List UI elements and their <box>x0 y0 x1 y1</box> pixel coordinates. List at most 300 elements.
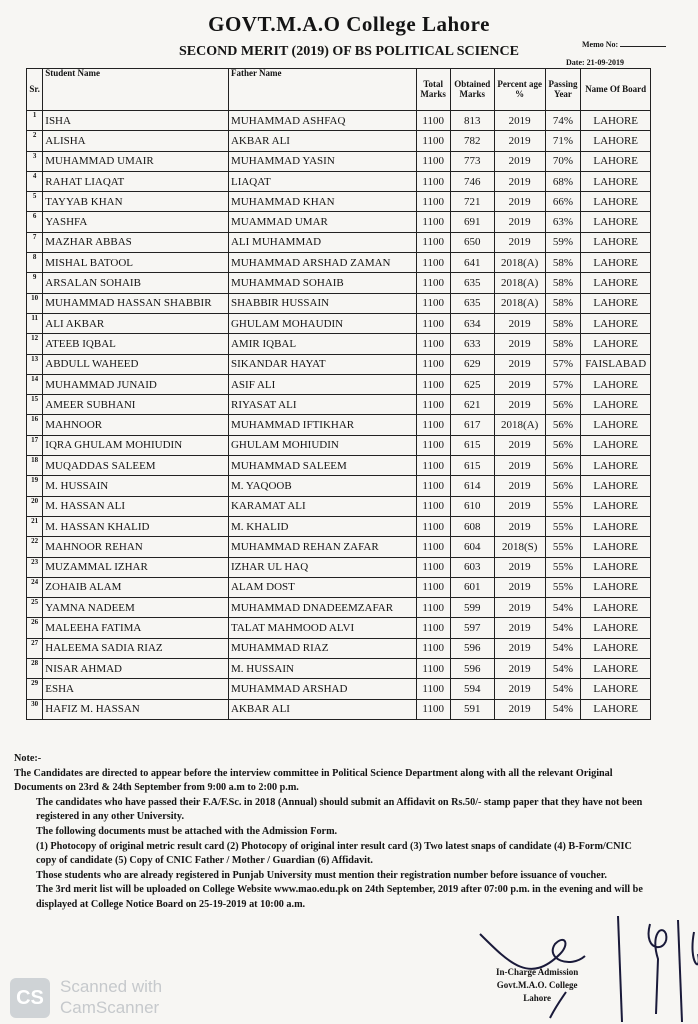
percentage: 55% <box>545 577 581 597</box>
student-name: MUHAMMAD HASSAN SHABBIR <box>43 293 229 313</box>
obtained-marks: 691 <box>450 212 494 232</box>
board-name: LAHORE <box>581 374 651 394</box>
table-row <box>27 293 651 313</box>
table-row <box>27 395 651 415</box>
row-sr: 9 <box>27 273 43 293</box>
total-marks: 1100 <box>416 435 450 455</box>
passing-year: 2019 <box>494 192 545 212</box>
total-marks: 1100 <box>416 253 450 273</box>
board-name: LAHORE <box>581 638 651 658</box>
passing-year: 2019 <box>494 334 545 354</box>
board-name: LAHORE <box>581 273 651 293</box>
father-name: MUHAMMAD YASIN <box>228 151 416 171</box>
board-name: LAHORE <box>581 699 651 719</box>
row-sr: 17 <box>27 435 43 455</box>
obtained-marks: 721 <box>450 192 494 212</box>
obtained-marks: 599 <box>450 598 494 618</box>
table-row <box>27 192 651 212</box>
board-name: LAHORE <box>581 151 651 171</box>
board-name: LAHORE <box>581 253 651 273</box>
table-header-row <box>27 69 651 111</box>
total-marks: 1100 <box>416 232 450 252</box>
obtained-marks: 650 <box>450 232 494 252</box>
board-name: LAHORE <box>581 192 651 212</box>
board-name: LAHORE <box>581 111 651 131</box>
board-name: LAHORE <box>581 131 651 151</box>
passing-year: 2019 <box>494 354 545 374</box>
passing-year: 2019 <box>494 679 545 699</box>
row-sr: 29 <box>27 679 43 699</box>
col-obtained-marks: Obtained Marks <box>450 69 494 111</box>
percentage: 58% <box>545 253 581 273</box>
student-name: MUHAMMAD JUNAID <box>43 374 229 394</box>
passing-year: 2019 <box>494 131 545 151</box>
obtained-marks: 610 <box>450 496 494 516</box>
row-sr: 3 <box>27 151 43 171</box>
student-name: ISHA <box>43 111 229 131</box>
student-name: MUHAMMAD UMAIR <box>43 151 229 171</box>
col-total-marks: Total Marks <box>416 69 450 111</box>
student-name: MUQADDAS SALEEM <box>43 456 229 476</box>
table-row <box>27 618 651 638</box>
camscanner-watermark <box>60 976 162 1018</box>
board-name: LAHORE <box>581 618 651 638</box>
total-marks: 1100 <box>416 577 450 597</box>
father-name: GHULAM MOHAUDIN <box>228 313 416 333</box>
father-name: MUHAMMAD ASHFAQ <box>228 111 416 131</box>
board-name: LAHORE <box>581 537 651 557</box>
percentage: 55% <box>545 537 581 557</box>
total-marks: 1100 <box>416 537 450 557</box>
father-name: MUHAMMAD IFTIKHAR <box>228 415 416 435</box>
total-marks: 1100 <box>416 374 450 394</box>
father-name: AKBAR ALI <box>228 131 416 151</box>
father-name: SHABBIR HUSSAIN <box>228 293 416 313</box>
row-sr: 8 <box>27 253 43 273</box>
col-board: Name Of Board <box>581 69 651 111</box>
father-name: MUHAMMAD RIAZ <box>228 638 416 658</box>
board-name: LAHORE <box>581 496 651 516</box>
obtained-marks: 596 <box>450 638 494 658</box>
student-name: ZOHAIB ALAM <box>43 577 229 597</box>
total-marks: 1100 <box>416 334 450 354</box>
student-name: HAFIZ M. HASSAN <box>43 699 229 719</box>
table-row <box>27 537 651 557</box>
page-subtitle: SECOND MERIT (2019) OF BS POLITICAL SCIENCE <box>179 44 519 59</box>
incharge-title: In-Charge Admission <box>496 967 579 977</box>
passing-year: 2019 <box>494 151 545 171</box>
student-name: ESHA <box>43 679 229 699</box>
father-name: ALAM DOST <box>228 577 416 597</box>
father-name: AMIR IQBAL <box>228 334 416 354</box>
father-name: GHULAM MOHIUDIN <box>228 435 416 455</box>
obtained-marks: 635 <box>450 273 494 293</box>
passing-year: 2019 <box>494 598 545 618</box>
percentage: 71% <box>545 131 581 151</box>
percentage: 66% <box>545 192 581 212</box>
table-row <box>27 151 651 171</box>
percentage: 70% <box>545 151 581 171</box>
percentage: 57% <box>545 354 581 374</box>
table-row <box>27 679 651 699</box>
father-name: M. KHALID <box>228 516 416 536</box>
total-marks: 1100 <box>416 151 450 171</box>
table-row <box>27 659 651 679</box>
scanner-line-1: Scanned with <box>60 977 163 996</box>
passing-year: 2018(A) <box>494 273 545 293</box>
obtained-marks: 614 <box>450 476 494 496</box>
percentage: 58% <box>545 273 581 293</box>
student-name: ALI AKBAR <box>43 313 229 333</box>
passing-year: 2019 <box>494 374 545 394</box>
obtained-marks: 604 <box>450 537 494 557</box>
total-marks: 1100 <box>416 476 450 496</box>
col-percentage: Percent age % <box>494 69 545 111</box>
passing-year: 2018(A) <box>494 293 545 313</box>
note-interview: The Candidates are directed to appear before the interview committee in Political Science Department along with all the relevant Original Documents on 23rd & 24th September from 9:00 a.m to 2:00 p.m. <box>14 767 613 794</box>
father-name: IZHAR UL HAQ <box>228 557 416 577</box>
col-student-name: Student Name <box>43 69 229 111</box>
student-name: ALISHA <box>43 131 229 151</box>
total-marks: 1100 <box>416 313 450 333</box>
row-sr: 24 <box>27 577 43 597</box>
row-sr: 11 <box>27 313 43 333</box>
obtained-marks: 621 <box>450 395 494 415</box>
row-sr: 27 <box>27 638 43 658</box>
passing-year: 2019 <box>494 659 545 679</box>
table-row <box>27 638 651 658</box>
note-third-merit: The 3rd merit list will be uploaded on College Website www.mao.edu.pk on 24th September, 2019 after 07:00 p.m. in the evening and will be displayed at College Notice Board on 25-19-2019 at 10:00 a.m. <box>36 884 643 910</box>
student-name: ARSALAN SOHAIB <box>43 273 229 293</box>
total-marks: 1100 <box>416 293 450 313</box>
father-name: ASIF ALI <box>228 374 416 394</box>
passing-year: 2019 <box>494 456 545 476</box>
board-name: LAHORE <box>581 334 651 354</box>
obtained-marks: 641 <box>450 253 494 273</box>
student-name: MISHAL BATOOL <box>43 253 229 273</box>
obtained-marks: 617 <box>450 415 494 435</box>
table-row <box>27 435 651 455</box>
obtained-marks: 629 <box>450 354 494 374</box>
row-sr: 20 <box>27 496 43 516</box>
board-name: LAHORE <box>581 415 651 435</box>
incharge-signature-block <box>496 966 578 1005</box>
obtained-marks: 615 <box>450 456 494 476</box>
merit-list-table <box>26 68 651 720</box>
father-name: LIAQAT <box>228 171 416 191</box>
board-name: LAHORE <box>581 293 651 313</box>
total-marks: 1100 <box>416 456 450 476</box>
passing-year: 2018(S) <box>494 537 545 557</box>
percentage: 54% <box>545 638 581 658</box>
board-name: FAISLABAD <box>581 354 651 374</box>
row-sr: 19 <box>27 476 43 496</box>
table-row <box>27 415 651 435</box>
father-name: ALI MUHAMMAD <box>228 232 416 252</box>
percentage: 56% <box>545 435 581 455</box>
board-name: LAHORE <box>581 212 651 232</box>
obtained-marks: 594 <box>450 679 494 699</box>
obtained-marks: 603 <box>450 557 494 577</box>
table-row <box>27 334 651 354</box>
passing-year: 2019 <box>494 313 545 333</box>
student-name: MAHNOOR REHAN <box>43 537 229 557</box>
father-name: M. YAQOOB <box>228 476 416 496</box>
col-father-name: Father Name <box>228 69 416 111</box>
percentage: 74% <box>545 111 581 131</box>
student-name: RAHAT LIAQAT <box>43 171 229 191</box>
percentage: 55% <box>545 516 581 536</box>
table-row <box>27 699 651 719</box>
percentage: 54% <box>545 659 581 679</box>
percentage: 55% <box>545 557 581 577</box>
total-marks: 1100 <box>416 395 450 415</box>
obtained-marks: 591 <box>450 699 494 719</box>
row-sr: 10 <box>27 293 43 313</box>
board-name: LAHORE <box>581 659 651 679</box>
row-sr: 18 <box>27 456 43 476</box>
camscanner-logo-icon: CS <box>10 978 50 1018</box>
percentage: 56% <box>545 395 581 415</box>
row-sr: 21 <box>27 516 43 536</box>
row-sr: 1 <box>27 111 43 131</box>
obtained-marks: 635 <box>450 293 494 313</box>
percentage: 56% <box>545 476 581 496</box>
table-row <box>27 253 651 273</box>
notes-section <box>14 752 644 913</box>
table-row <box>27 171 651 191</box>
father-name: KARAMAT ALI <box>228 496 416 516</box>
total-marks: 1100 <box>416 192 450 212</box>
percentage: 54% <box>545 679 581 699</box>
passing-year: 2019 <box>494 212 545 232</box>
passing-year: 2019 <box>494 395 545 415</box>
board-name: LAHORE <box>581 313 651 333</box>
table-row <box>27 354 651 374</box>
total-marks: 1100 <box>416 111 450 131</box>
board-name: LAHORE <box>581 171 651 191</box>
passing-year: 2019 <box>494 618 545 638</box>
percentage: 54% <box>545 598 581 618</box>
percentage: 58% <box>545 334 581 354</box>
note-documents-heading: The following documents must be attached with the Admission Form. <box>36 825 338 837</box>
row-sr: 13 <box>27 354 43 374</box>
row-sr: 7 <box>27 232 43 252</box>
percentage: 54% <box>545 618 581 638</box>
obtained-marks: 773 <box>450 151 494 171</box>
percentage: 56% <box>545 456 581 476</box>
passing-year: 2019 <box>494 111 545 131</box>
passing-year: 2019 <box>494 496 545 516</box>
total-marks: 1100 <box>416 659 450 679</box>
passing-year: 2019 <box>494 557 545 577</box>
father-name: MUHAMMAD REHAN ZAFAR <box>228 537 416 557</box>
obtained-marks: 633 <box>450 334 494 354</box>
student-name: M. HASSAN KHALID <box>43 516 229 536</box>
student-name: YAMNA NADEEM <box>43 598 229 618</box>
notes-heading: Note:- <box>14 753 42 764</box>
father-name: TALAT MAHMOOD ALVI <box>228 618 416 638</box>
obtained-marks: 782 <box>450 131 494 151</box>
student-name: MAHNOOR <box>43 415 229 435</box>
father-name: MUHAMMAD ARSHAD ZAMAN <box>228 253 416 273</box>
student-name: AMEER SUBHANI <box>43 395 229 415</box>
row-sr: 16 <box>27 415 43 435</box>
total-marks: 1100 <box>416 638 450 658</box>
row-sr: 25 <box>27 598 43 618</box>
row-sr: 4 <box>27 171 43 191</box>
row-sr: 26 <box>27 618 43 638</box>
total-marks: 1100 <box>416 131 450 151</box>
student-name: MAZHAR ABBAS <box>43 232 229 252</box>
table-row <box>27 131 651 151</box>
percentage: 54% <box>545 699 581 719</box>
father-name: MUAMMAD UMAR <box>228 212 416 232</box>
total-marks: 1100 <box>416 212 450 232</box>
board-name: LAHORE <box>581 516 651 536</box>
memo-label: Memo No: <box>582 40 619 49</box>
scanner-line-2: CamScanner <box>60 998 160 1017</box>
total-marks: 1100 <box>416 557 450 577</box>
percentage: 68% <box>545 171 581 191</box>
father-name: AKBAR ALI <box>228 699 416 719</box>
father-name: MUHAMMAD SOHAIB <box>228 273 416 293</box>
passing-year: 2019 <box>494 516 545 536</box>
passing-year: 2018(A) <box>494 253 545 273</box>
obtained-marks: 596 <box>450 659 494 679</box>
table-row <box>27 232 651 252</box>
father-name: MUHAMMAD ARSHAD <box>228 679 416 699</box>
col-sr: Sr. <box>27 69 43 111</box>
table-row <box>27 516 651 536</box>
student-name: IQRA GHULAM MOHIUDIN <box>43 435 229 455</box>
board-name: LAHORE <box>581 577 651 597</box>
student-name: YASHFA <box>43 212 229 232</box>
table-row <box>27 212 651 232</box>
percentage: 57% <box>545 374 581 394</box>
row-sr: 5 <box>27 192 43 212</box>
student-name: ATEEB IQBAL <box>43 334 229 354</box>
page-title: GOVT.M.A.O College Lahore <box>208 12 490 36</box>
row-sr: 28 <box>27 659 43 679</box>
obtained-marks: 608 <box>450 516 494 536</box>
board-name: LAHORE <box>581 456 651 476</box>
father-name: MUHAMMAD SALEEM <box>228 456 416 476</box>
table-row <box>27 598 651 618</box>
student-name: MALEEHA FATIMA <box>43 618 229 638</box>
student-name: MUZAMMAL IZHAR <box>43 557 229 577</box>
total-marks: 1100 <box>416 273 450 293</box>
table-row <box>27 111 651 131</box>
passing-year: 2019 <box>494 476 545 496</box>
table-row <box>27 577 651 597</box>
row-sr: 14 <box>27 374 43 394</box>
passing-year: 2019 <box>494 435 545 455</box>
student-name: M. HASSAN ALI <box>43 496 229 516</box>
father-name: SIKANDAR HAYAT <box>228 354 416 374</box>
total-marks: 1100 <box>416 618 450 638</box>
obtained-marks: 601 <box>450 577 494 597</box>
student-name: M. HUSSAIN <box>43 476 229 496</box>
percentage: 58% <box>545 293 581 313</box>
father-name: RIYASAT ALI <box>228 395 416 415</box>
row-sr: 15 <box>27 395 43 415</box>
table-row <box>27 557 651 577</box>
percentage: 58% <box>545 313 581 333</box>
total-marks: 1100 <box>416 171 450 191</box>
student-name: TAYYAB KHAN <box>43 192 229 212</box>
student-name: HALEEMA SADIA RIAZ <box>43 638 229 658</box>
table-row <box>27 313 651 333</box>
board-name: LAHORE <box>581 232 651 252</box>
note-registration: Those students who are already registered in Punjab University must mention their registration number before issuance of voucher. <box>36 869 607 881</box>
father-name: MUHAMMAD KHAN <box>228 192 416 212</box>
table-row <box>27 456 651 476</box>
total-marks: 1100 <box>416 415 450 435</box>
row-sr: 2 <box>27 131 43 151</box>
total-marks: 1100 <box>416 598 450 618</box>
percentage: 56% <box>545 415 581 435</box>
student-name: NISAR AHMAD <box>43 659 229 679</box>
col-passing-year: Passing Year <box>545 69 581 111</box>
total-marks: 1100 <box>416 354 450 374</box>
total-marks: 1100 <box>416 699 450 719</box>
passing-year: 2019 <box>494 232 545 252</box>
board-name: LAHORE <box>581 395 651 415</box>
row-sr: 22 <box>27 537 43 557</box>
passing-year: 2019 <box>494 577 545 597</box>
passing-year: 2019 <box>494 699 545 719</box>
percentage: 55% <box>545 496 581 516</box>
father-name: MUHAMMAD DNADEEMZAFAR <box>228 598 416 618</box>
student-name: ABDULL WAHEED <box>43 354 229 374</box>
table-row <box>27 273 651 293</box>
board-name: LAHORE <box>581 557 651 577</box>
passing-year: 2019 <box>494 171 545 191</box>
row-sr: 6 <box>27 212 43 232</box>
total-marks: 1100 <box>416 679 450 699</box>
memo-number <box>582 40 666 49</box>
table-row <box>27 476 651 496</box>
total-marks: 1100 <box>416 516 450 536</box>
percentage: 59% <box>545 232 581 252</box>
board-name: LAHORE <box>581 679 651 699</box>
note-affidavit: The candidates who have passed their F.A/F.Sc. in 2018 (Annual) should submit an Affidavit on Rs.50/- stamp paper that they have not been registered in any other University. <box>36 796 643 823</box>
board-name: LAHORE <box>581 435 651 455</box>
passing-year: 2018(A) <box>494 415 545 435</box>
passing-year: 2019 <box>494 638 545 658</box>
row-sr: 12 <box>27 334 43 354</box>
percentage: 63% <box>545 212 581 232</box>
obtained-marks: 625 <box>450 374 494 394</box>
table-row <box>27 374 651 394</box>
obtained-marks: 597 <box>450 618 494 638</box>
obtained-marks: 634 <box>450 313 494 333</box>
note-documents-list: (1) Photocopy of original metric result card (2) Photocopy of original inter result card (3) Two latest snaps of candidate (4) B-Form/CNIC copy of candidate (5) Copy of CNIC Father / Mother / Guardian (6) Affidavit. <box>36 840 632 867</box>
document-date: Date: 21-09-2019 <box>566 58 624 67</box>
total-marks: 1100 <box>416 496 450 516</box>
board-name: LAHORE <box>581 476 651 496</box>
table-row <box>27 496 651 516</box>
obtained-marks: 615 <box>450 435 494 455</box>
incharge-college: Govt.M.A.O. College <box>496 980 578 990</box>
row-sr: 23 <box>27 557 43 577</box>
obtained-marks: 746 <box>450 171 494 191</box>
obtained-marks: 813 <box>450 111 494 131</box>
incharge-city: Lahore <box>523 993 552 1003</box>
board-name: LAHORE <box>581 598 651 618</box>
father-name: M. HUSSAIN <box>228 659 416 679</box>
